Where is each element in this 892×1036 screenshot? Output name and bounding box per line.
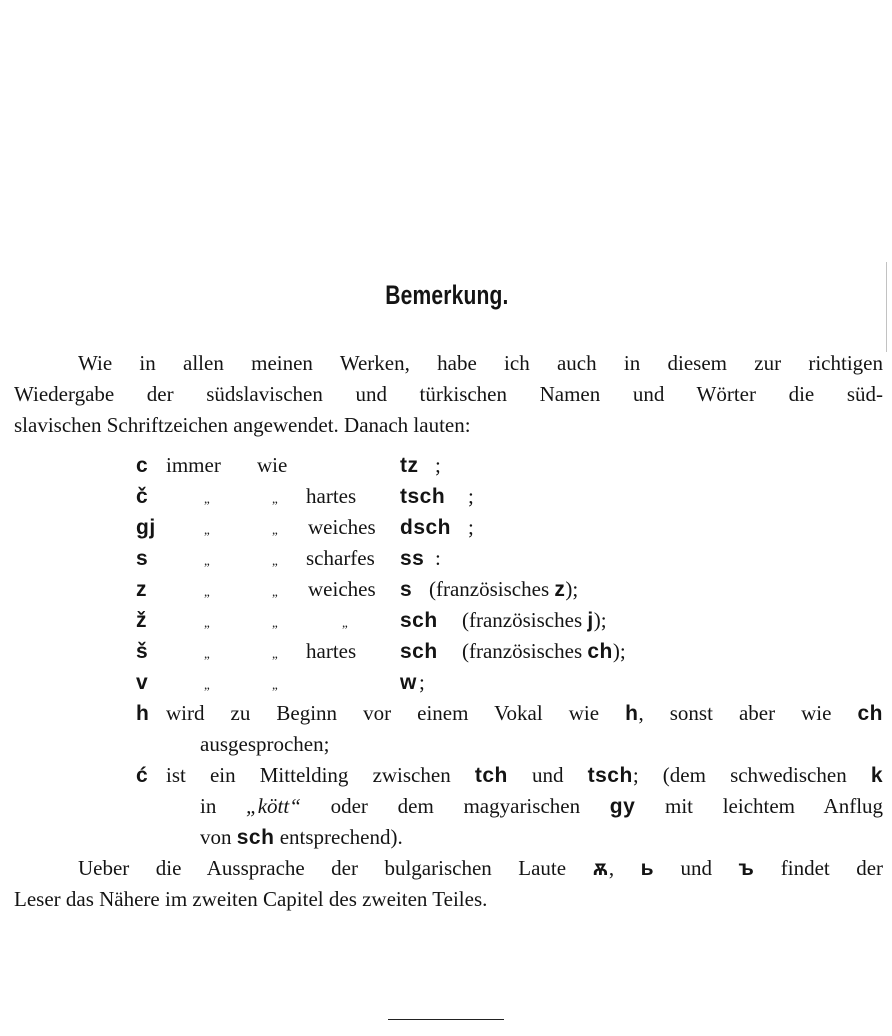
- row-rest: ;: [468, 515, 474, 539]
- row-letter: c: [136, 454, 149, 477]
- row-col-a: „: [204, 677, 210, 692]
- intro-line-2: Wiedergabe der südslavischen und türkischen Namen und Wörter die süd-: [14, 382, 883, 406]
- outro-symbol-2: ь: [640, 857, 655, 880]
- outro-line-1-b: ,: [608, 856, 615, 880]
- row-tail: [468, 512, 474, 543]
- c-note-line-3-b: entsprechend).: [279, 825, 403, 849]
- row-col-a: „: [204, 615, 210, 630]
- h-note-bold-1: h: [625, 702, 639, 725]
- letter-table-row: [136, 481, 883, 512]
- row-extra: z: [554, 578, 566, 601]
- row-quality: „: [342, 615, 348, 630]
- c-note-line-2-c: mit leichtem Anflug: [665, 794, 884, 818]
- outro-symbol-3: ъ: [738, 857, 755, 880]
- c-note-line-2-a: in: [200, 794, 217, 818]
- row-rest: (französisches: [462, 639, 583, 663]
- c-note-text-2: und: [531, 763, 564, 787]
- row-end: );: [593, 608, 607, 632]
- row-end: );: [565, 577, 579, 601]
- row-tail: [462, 605, 607, 636]
- c-note-line-1: [136, 760, 883, 791]
- row-sound: w: [400, 671, 417, 694]
- c-note-italic-word: „kött“: [246, 794, 301, 818]
- outro-line-1-a: Ueber die Aussprache der bulgarischen Laute: [78, 856, 567, 880]
- c-note-line-2-bold: gy: [609, 795, 636, 818]
- c-note-line-3-a: von: [200, 825, 232, 849]
- h-note-text-2: , sonst aber wie: [638, 701, 832, 725]
- letter-table-row: [136, 667, 883, 698]
- letter-table-row: [136, 450, 883, 481]
- row-letter: gj: [136, 516, 156, 539]
- row-quality: hartes: [306, 484, 357, 508]
- row-extra: ch: [587, 640, 613, 663]
- row-col-b: „: [272, 522, 278, 537]
- h-note-line-1: [136, 698, 883, 729]
- row-rest: (französisches: [462, 608, 583, 632]
- row-sound: ss: [400, 547, 425, 570]
- footer-rule: [388, 1019, 504, 1020]
- row-sound: dsch: [400, 516, 452, 539]
- c-note-line-3: [200, 822, 403, 853]
- letter-table-row: [136, 543, 883, 574]
- row-sound: tz: [400, 454, 419, 477]
- c-note-text-3: ; (dem schwedischen: [632, 763, 847, 787]
- row-tail: [435, 450, 441, 481]
- row-col-b: „: [272, 584, 278, 599]
- outro-line-2: Leser das Nähere im zweiten Capitel des zweiten Teiles.: [14, 887, 488, 911]
- c-note-text-1: ist ein Mittelding zwischen: [166, 763, 451, 787]
- margin-mark: [886, 262, 887, 352]
- letter-table-row: [136, 512, 883, 543]
- intro-line-3: slavischen Schriftzeichen angewendet. Danach lauten:: [14, 413, 471, 437]
- c-note-line-3-bold: sch: [236, 826, 275, 849]
- row-quality: weiches: [308, 577, 376, 601]
- row-col-b: „: [272, 646, 278, 661]
- row-letter: s: [136, 547, 149, 570]
- row-end: );: [612, 639, 626, 663]
- outro-line-1: [78, 853, 883, 884]
- h-note-line-2: ausgesprochen;: [200, 732, 330, 756]
- row-letter: z: [136, 578, 147, 601]
- outro-line-1-c: und: [680, 856, 712, 880]
- c-note-line-2-b: oder dem magyarischen: [330, 794, 581, 818]
- c-note-letter: ć: [136, 764, 149, 787]
- row-rest: (französisches: [429, 577, 550, 601]
- row-sound: s: [400, 578, 413, 601]
- c-note-bold-1: tch: [474, 764, 508, 787]
- outro-line-1-d: findet der: [780, 856, 884, 880]
- letter-table-row: [136, 605, 883, 636]
- row-tail: [435, 543, 441, 574]
- row-col-a: immer: [166, 453, 221, 477]
- letter-table-row: [136, 574, 883, 605]
- row-col-b: „: [272, 615, 278, 630]
- row-extra: j: [587, 609, 594, 632]
- row-col-a: „: [204, 584, 210, 599]
- h-note-bold-2: ch: [857, 702, 884, 725]
- row-rest: ;: [419, 670, 425, 694]
- row-col-b: „: [272, 553, 278, 568]
- row-sound: sch: [400, 640, 438, 663]
- row-sound: tsch: [400, 485, 446, 508]
- c-note-text: [166, 760, 883, 791]
- row-quality: hartes: [306, 639, 357, 663]
- h-note-text-1: wird zu Beginn vor einem Vokal wie: [166, 701, 600, 725]
- row-col-a: „: [204, 646, 210, 661]
- row-col-a: „: [204, 553, 210, 568]
- letter-table-row: [136, 636, 883, 667]
- outro-symbol-1: ѫ: [592, 857, 609, 880]
- row-col-a: „: [204, 522, 210, 537]
- h-note-text: [166, 698, 883, 729]
- row-rest: ;: [468, 484, 474, 508]
- row-tail: [468, 481, 474, 512]
- row-quality: weiches: [308, 515, 376, 539]
- c-note-bold-3: k: [870, 764, 884, 787]
- row-letter: č: [136, 485, 149, 508]
- row-col-a: „: [204, 491, 210, 506]
- row-letter: ž: [136, 609, 147, 632]
- row-col-b: „: [272, 677, 278, 692]
- page-title: Bemerkung.: [385, 280, 509, 310]
- intro-line-1: Wie in allen meinen Werken, habe ich auch in diesem zur richtigen: [78, 351, 883, 375]
- row-tail: [419, 667, 425, 698]
- row-col-b: wie: [257, 453, 288, 477]
- row-sound: sch: [400, 609, 438, 632]
- row-rest: ;: [435, 453, 441, 477]
- c-note-bold-2: tsch: [587, 764, 633, 787]
- row-rest: :: [435, 546, 441, 570]
- row-quality: scharfes: [306, 546, 375, 570]
- row-letter: š: [136, 640, 149, 663]
- row-tail: [462, 636, 626, 667]
- row-col-b: „: [272, 491, 278, 506]
- row-letter: v: [136, 671, 149, 694]
- h-note-letter: h: [136, 702, 150, 725]
- row-tail: [429, 574, 578, 605]
- c-note-line-2: [200, 791, 883, 822]
